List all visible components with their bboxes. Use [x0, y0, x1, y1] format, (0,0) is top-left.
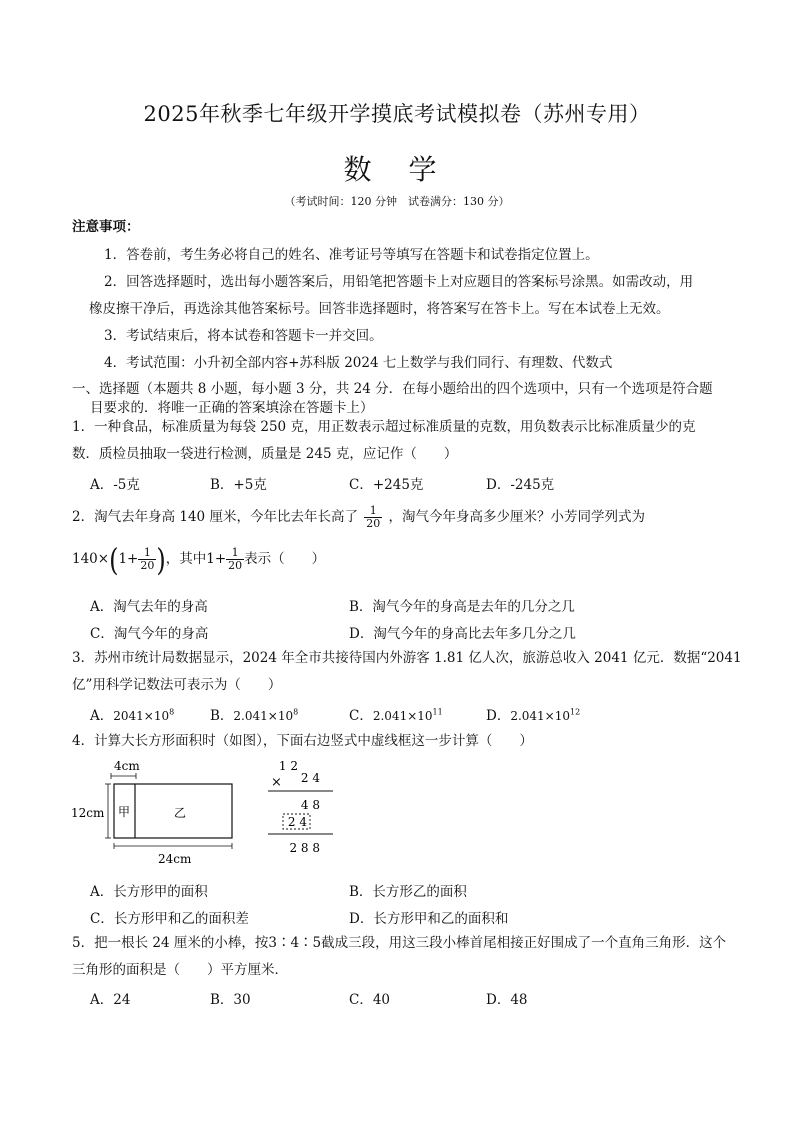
note-item-2-line1: 2．回答选择题时，选出每小题答案后，用铅笔把答题卡上对应题目的答案标号涂黑。如需改动，用 — [104, 274, 694, 290]
q2-fraction-numerator: 1 — [364, 505, 382, 518]
q2-expr-fraction-2-numerator: 1 — [226, 547, 244, 560]
q1-stem-line1: 1．一种食品，标准质量为每袋 250 克，用正数表示超过标准质量的克数，用负数表示比标准质量少的克 — [72, 419, 696, 435]
q4-figure — [70, 756, 340, 868]
q3-option-a[interactable] — [90, 704, 174, 724]
q2-fraction — [364, 505, 382, 530]
section-1-intro-line2: 目要求的．将唯一正确的答案填涂在答题卡上） — [90, 400, 374, 416]
q4-left-label: 12cm — [71, 806, 105, 820]
q5-option-d[interactable]: D．48 — [486, 992, 528, 1008]
q3-option-b-label: B． — [210, 708, 234, 724]
note-item-4: 4．考试范围：小升初全部内容+苏科版 2024 七上数学与我们同行、有理数、代数式 — [104, 355, 613, 371]
note-item-1: 1．答卷前，考生务必将自己的姓名、准考证号等填写在答题卡和试卷指定位置上。 — [104, 247, 599, 263]
q3-option-d-exp: 12 — [570, 707, 581, 717]
q3-stem-line1: 3．苏州市统计局数据显示，2024 年全市共接待国内外游客 1.81 亿人次，旅游总收入 2041 亿元．数据“2041 — [72, 650, 742, 666]
q5-option-b[interactable]: B．30 — [210, 992, 251, 1008]
q2-stem-line1 — [72, 505, 645, 530]
q3-option-a-exp: 8 — [169, 707, 175, 717]
q2-expr-fraction-2-denominator: 20 — [228, 559, 243, 572]
q4-bottom-label: 24cm — [158, 852, 192, 866]
exam-info: （考试时间：120 分钟 试卷满分：130 分） — [284, 195, 510, 208]
q2-expr-mid: ，其中1+ — [165, 551, 227, 567]
q4-top-label: 4cm — [114, 759, 140, 773]
mult-row4: 2 4 — [287, 815, 307, 829]
q2-option-a[interactable]: A．淘气去年的身高 — [90, 599, 208, 615]
q2-expr-fraction-denominator: 20 — [140, 559, 155, 572]
q2-expr-fraction-numerator: 1 — [138, 547, 156, 560]
q3-option-b-base: 2.041×10 — [233, 709, 294, 723]
q4-option-d[interactable]: D．长方形甲和乙的面积和 — [349, 911, 509, 927]
note-item-2-line2: 橡皮擦干净后，再选涂其他答案标号。回答非选择题时，将答案写在答卡上。写在本试卷上无效。 — [89, 301, 670, 317]
q3-option-c-base: 2.041×10 — [372, 709, 433, 723]
q2-option-b[interactable]: B．淘气今年的身高是去年的几分之几 — [349, 599, 575, 615]
q4-option-c[interactable]: C．长方形甲和乙的面积差 — [90, 911, 249, 927]
exam-title: 2025年秋季七年级开学摸底考试模拟卷（苏州专用） — [143, 102, 651, 126]
q2-expr-tail: 表示（ ） — [244, 551, 326, 567]
q2-expression-line — [72, 541, 326, 578]
q5-stem-line1: 5．把一根长 24 厘米的小棒，按3∶4∶5截成三段，用这三段小棒首尾相接正好围成了一个直角三角形．这个 — [72, 935, 727, 951]
left-paren-symbol: ( — [109, 541, 119, 578]
q3-stem-line2: 亿”用科学记数法可表示为（ ） — [72, 677, 282, 693]
note-item-3: 3．考试结束后，将本试卷和答题卡一并交回。 — [104, 328, 383, 344]
q2-expr-140: 140× — [72, 551, 110, 567]
mult-result: 2 8 8 — [289, 841, 320, 855]
q2-expr-1plus: 1+ — [118, 551, 139, 567]
q3-option-d-base: 2.041×10 — [510, 709, 571, 723]
q2-expr-fraction — [138, 547, 156, 572]
q3-option-d[interactable] — [486, 704, 580, 724]
q3-option-c-exp: 11 — [432, 707, 443, 717]
mult-row3: 4 8 — [300, 798, 320, 812]
multiply-sign: × — [271, 775, 282, 790]
q5-stem-line2: 三角形的面积是（ ）平方厘米． — [72, 962, 288, 978]
q3-option-a-label: A． — [90, 708, 114, 724]
q2-option-d[interactable]: D．淘气今年的身高比去年多几分之几 — [349, 626, 576, 642]
q2-stem-part1: 2．淘气去年身高 140 厘米，今年比去年长高了 — [72, 509, 358, 525]
mult-row2: 2 4 — [300, 770, 320, 785]
q2-expr-fraction-2 — [226, 547, 244, 572]
q3-option-c-label: C． — [349, 708, 373, 724]
q1-option-c[interactable]: C．+245克 — [349, 477, 424, 493]
q5-option-a[interactable]: A．24 — [90, 992, 131, 1008]
q1-option-d[interactable]: D．-245克 — [486, 477, 555, 493]
q2-option-c[interactable]: C．淘气今年的身高 — [90, 626, 209, 642]
q5-option-c[interactable]: C．40 — [349, 992, 391, 1008]
notes-heading: 注意事项： — [72, 219, 140, 235]
subject-title: 数 学 — [343, 153, 451, 186]
q3-option-b-exp: 8 — [293, 707, 299, 717]
q3-option-a-base: 2041×10 — [113, 709, 170, 723]
q3-option-d-label: D． — [486, 708, 511, 724]
q1-option-b[interactable]: B．+5克 — [210, 477, 267, 493]
q3-option-c[interactable] — [349, 704, 443, 724]
q4-option-b[interactable]: B．长方形乙的面积 — [349, 884, 467, 900]
q4-part-b: 乙 — [174, 806, 187, 820]
right-paren-symbol: ) — [156, 541, 166, 578]
q3-option-b[interactable] — [210, 704, 298, 724]
mult-row1: 1 2 — [278, 758, 298, 773]
q1-option-a[interactable]: A．-5克 — [90, 477, 140, 493]
q4-option-a[interactable]: A．长方形甲的面积 — [90, 884, 208, 900]
q2-stem-part2: ，淘气今年身高多少厘米？小芳同学列式为 — [388, 509, 646, 525]
q2-fraction-denominator: 20 — [366, 517, 381, 530]
big-rectangle — [114, 784, 232, 838]
section-1-intro-line1: 一、选择题（本题共 8 小题，每小题 3 分，共 24 分．在每小题给出的四个选项中，只有一个选项是符合题 — [72, 381, 713, 397]
q4-stem: 4．计算大长方形面积时（如图），下面右边竖式中虚线框这一步计算（ ） — [72, 733, 533, 749]
q1-stem-line2: 数．质检员抽取一袋进行检测，质量是 245 克，应记作（ ） — [72, 446, 458, 462]
q4-part-a: 甲 — [118, 805, 131, 819]
